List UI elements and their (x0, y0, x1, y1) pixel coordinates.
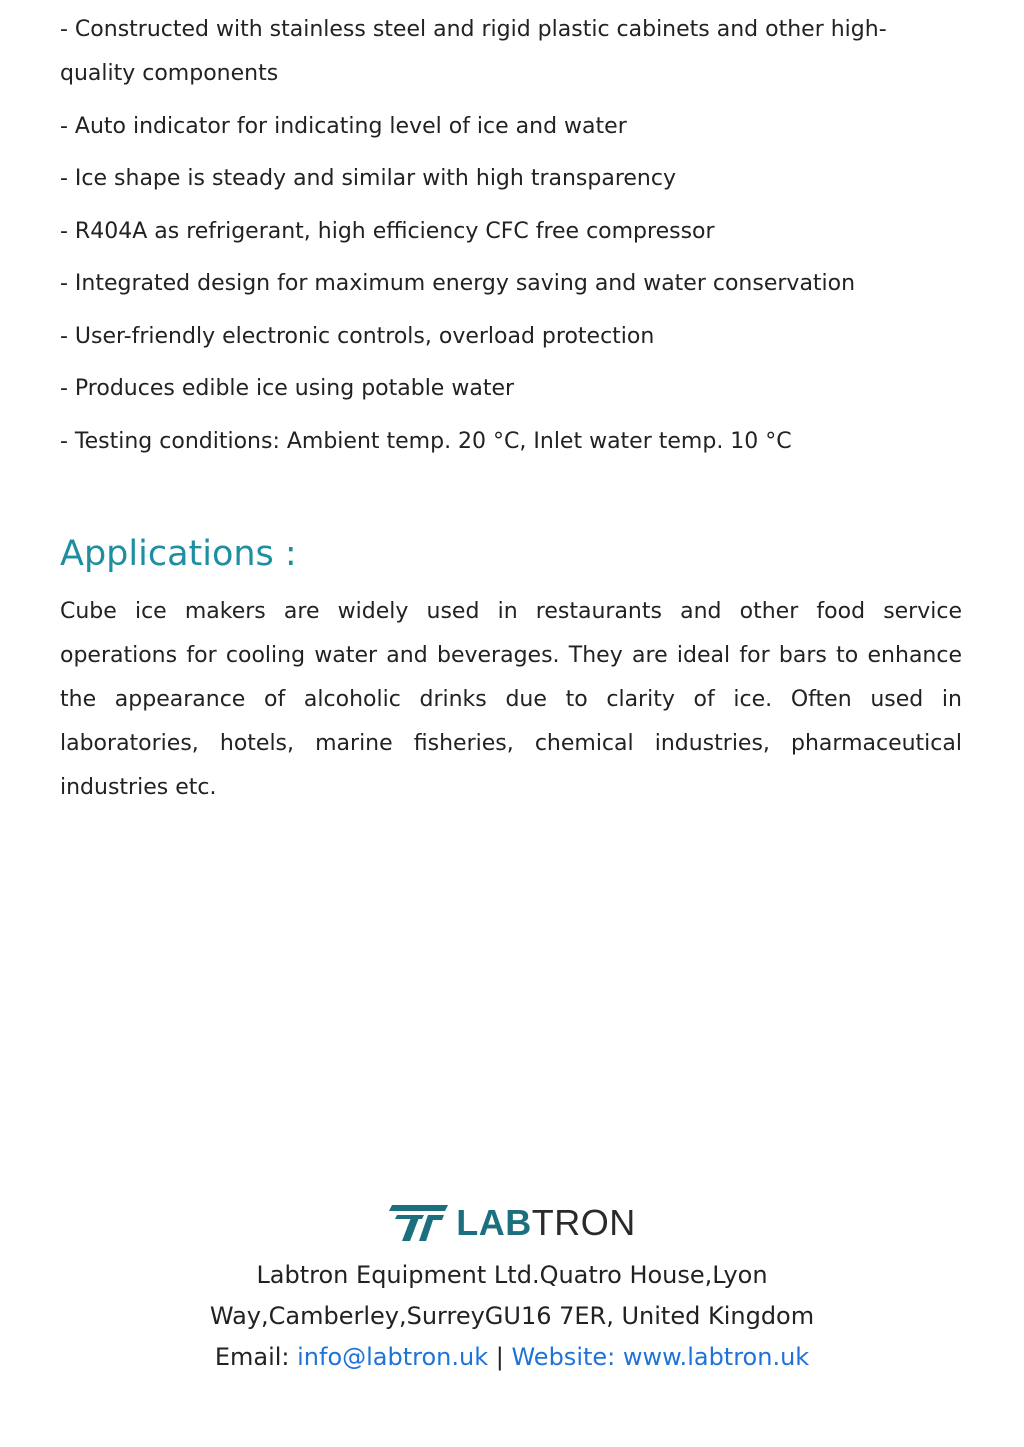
website-link[interactable] (511, 1343, 809, 1371)
address-line-2: Way,Camberley,SurreyGU16 7ER, United Kingdom (209, 1302, 815, 1330)
feature-item: - Integrated design for maximum energy saving and water conservation (60, 271, 856, 296)
applications-paragraph: Cube ice makers are widely used in restaurants and other food service operations for cooling water and beverages. They are ideal for bars to enhance the appearance of alcoholic drinks due to clarity of ice. Often used in laboratories, hotels, marine fisheries, chemical industries, pharmaceutical industries etc. (60, 599, 962, 800)
feature-item: - Auto indicator for indicating level of ice and water (60, 113, 627, 139)
feature-item: - Produces edible ice using potable water (60, 376, 515, 401)
feature-list (60, 8, 960, 472)
website-url: www.labtron.uk (622, 1343, 810, 1371)
company-address (0, 1255, 1024, 1337)
labtron-logo (388, 1200, 636, 1246)
feature-item: - Ice shape is steady and similar with high transparency (60, 166, 676, 191)
labtron-logo-text (456, 1200, 636, 1246)
applications-heading: Applications : (60, 534, 297, 574)
logo-tron-text: TRON (531, 1202, 636, 1243)
email-label: Email: (214, 1343, 298, 1371)
footer (0, 1200, 1024, 1378)
contact-line (0, 1337, 1024, 1378)
contact-separator: | (488, 1343, 512, 1371)
feature-item: - R404A as refrigerant, high efficiency CFC free compressor (60, 218, 715, 244)
labtron-logo-icon (388, 1203, 450, 1243)
address-line-1: Labtron Equipment Ltd.Quatro House,Lyon (256, 1261, 768, 1289)
feature-item: - Testing conditions: Ambient temp. 20 °C, Inlet water temp. 10 °C (60, 428, 792, 454)
email-link[interactable]: info@labtron.uk (297, 1343, 489, 1371)
logo-lab-text: LAB (456, 1202, 532, 1243)
feature-item: - Constructed with stainless steel and rigid plastic cabinets and other high-quality components (60, 17, 887, 86)
website-label: Website: (511, 1343, 623, 1371)
feature-item: - User-friendly electronic controls, overload protection (60, 323, 655, 349)
